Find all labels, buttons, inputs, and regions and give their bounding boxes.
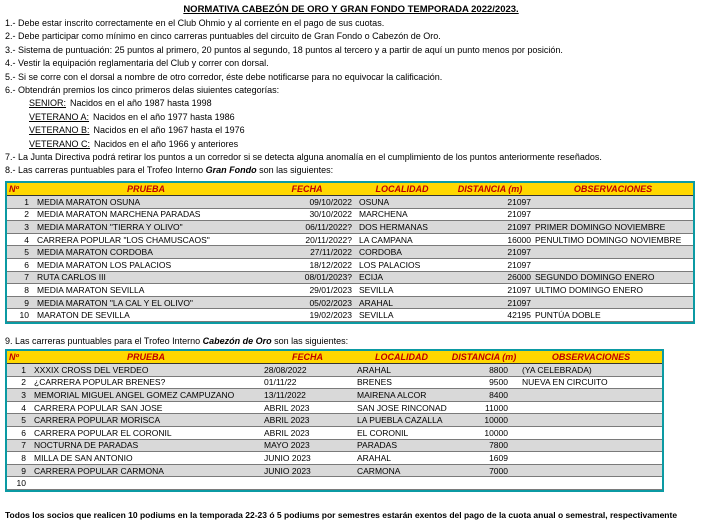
rule-8-prefix: 8.- Las carreras puntuables para el Trofeo Interno xyxy=(5,165,206,176)
cell-prueba: MEDIA MARATON "TIERRA Y OLIVO" xyxy=(35,221,257,234)
category-desc: Nacidos en el año 1967 hasta el 1976 xyxy=(93,125,245,136)
table-row xyxy=(7,414,662,427)
cell-localidad: SAN JOSE RINCONAD xyxy=(357,402,447,413)
table-row xyxy=(7,296,693,309)
cell-fecha: 01/11/22 xyxy=(260,376,355,389)
cell-distancia: 7000 xyxy=(448,464,520,477)
rule-2: 2.- Debe participar como mínimo en cinco carreras puntuables del circuito de Gran Fondo o Cabezón de Oro. xyxy=(5,31,441,42)
cell-prueba: MARATON DE SEVILLA xyxy=(35,309,257,322)
cell-distancia: 42195 xyxy=(447,309,533,322)
cell-localidad: CORDOBA xyxy=(357,246,447,259)
cell-distancia: 21097 xyxy=(447,196,533,209)
cell-localidad: PARADAS xyxy=(355,439,448,452)
cell-num: 9 xyxy=(7,464,32,477)
cell-fecha: 28/08/2022 xyxy=(260,364,355,377)
category-label: VETERANO C: xyxy=(29,138,91,149)
cell-distancia: 1609 xyxy=(448,452,520,465)
header-distancia: DISTANCIA (m) xyxy=(448,351,520,364)
table-row xyxy=(7,439,662,452)
cell-localidad: BRENES xyxy=(355,376,448,389)
cell-fecha xyxy=(260,477,355,490)
table-row xyxy=(7,284,693,297)
cell-prueba: MEDIA MARATON LOS PALACIOS xyxy=(35,258,257,271)
cell-prueba: NOCTURNA DE PARADAS xyxy=(32,439,260,452)
cell-observaciones xyxy=(533,246,693,259)
cell-observaciones: (YA CELEBRADA) xyxy=(520,364,662,377)
category-label: VETERANO B: xyxy=(29,125,90,136)
cell-prueba: CARRERA POPULAR EL CORONIL xyxy=(32,426,260,439)
table-row xyxy=(7,452,662,465)
cell-prueba: XXXIX CROSS DEL VERDEO xyxy=(32,364,260,377)
header-distancia: DISTANCIA (m) xyxy=(447,183,533,196)
cell-localidad: ECIJA xyxy=(357,271,447,284)
rule-9-emph: Cabezón de Oro xyxy=(202,336,272,346)
cell-prueba: CARRERA POPULAR SAN JOSE xyxy=(32,401,260,414)
cell-prueba: MEDIA MARATON SEVILLA xyxy=(35,284,257,297)
header-num: Nº xyxy=(7,351,32,364)
cell-prueba: MEDIA MARATON MARCHENA PARADAS xyxy=(35,208,257,221)
cell-observaciones: PUNTÚA DOBLE xyxy=(533,309,693,322)
cell-observaciones: PRIMER DOMINGO NOVIEMBRE xyxy=(533,221,693,234)
cell-fecha: 29/01/2023 xyxy=(257,284,357,297)
rule-6: 6.- Obtendrán premios los cinco primeros delas siuientes categorías: xyxy=(5,84,280,95)
category-senior xyxy=(5,97,697,110)
cell-observaciones: PENULTIMO DOMINGO NOVIEMBRE xyxy=(533,233,693,246)
cell-localidad: SEVILLA xyxy=(357,284,447,297)
cell-localidad: LOS PALACIOS xyxy=(357,258,447,271)
cell-localidad: LA PUEBLA CAZALLA xyxy=(355,414,448,427)
table-row xyxy=(7,464,662,477)
cell-fecha: 18/12/2022 xyxy=(257,258,357,271)
rule-9-prefix: 9. Las carreras puntuables para el Trofeo Interno xyxy=(5,336,203,346)
cell-observaciones xyxy=(520,452,662,465)
table-row xyxy=(7,196,693,209)
rule-5: 5.- Si se corre con el dorsal a nombre de otro corredor, éste debe notificarse para no equivocar la calificación. xyxy=(5,71,443,82)
table-header-row xyxy=(7,351,662,364)
rule-7: 7.- La Junta Directiva podrá retirar los puntos a un corredor si se detecta alguna anomalía en el cumplimiento de los puntos anteriormente reseñados. xyxy=(5,151,602,162)
cell-distancia: 8800 xyxy=(448,364,520,377)
cell-fecha: 09/10/2022 xyxy=(257,196,357,209)
cell-localidad: OSUNA xyxy=(357,196,447,209)
cell-distancia: 11000 xyxy=(448,401,520,414)
cell-prueba: CARRERA POPULAR MORISCA xyxy=(32,414,260,427)
cell-num: 9 xyxy=(7,296,35,309)
cell-observaciones xyxy=(520,426,662,439)
table-row xyxy=(7,364,662,377)
cell-observaciones: NUEVA EN CIRCUITO xyxy=(520,376,662,389)
table-row xyxy=(7,271,693,284)
category-desc: Nacidos en el año 1977 hasta 1986 xyxy=(93,111,235,122)
cell-num: 10 xyxy=(7,477,32,490)
cell-num: 5 xyxy=(7,246,35,259)
table-row xyxy=(7,401,662,414)
rule-4: 4.- Vestir la equipación reglamentaria del Club y correr con dorsal. xyxy=(5,58,269,69)
table-row xyxy=(7,233,693,246)
category-veterano-a xyxy=(5,111,697,124)
rule-8-suffix: son las siguientes: xyxy=(256,165,334,176)
cell-fecha: ABRIL 2023 xyxy=(260,414,355,427)
cell-num: 10 xyxy=(7,309,35,322)
cell-localidad: DOS HERMANAS xyxy=(357,221,447,234)
cell-fecha: 05/02/2023 xyxy=(257,296,357,309)
table-row xyxy=(7,389,662,402)
category-label: VETERANO A: xyxy=(29,111,90,122)
header-prueba: PRUEBA xyxy=(35,183,257,196)
cell-observaciones xyxy=(533,196,693,209)
cell-prueba: MEDIA MARATON "LA CAL Y EL OLIVO" xyxy=(35,296,257,309)
cell-fecha: 13/11/2022 xyxy=(260,389,355,402)
cell-num: 4 xyxy=(7,233,35,246)
footer-note: Todos los socios que realicen 10 podiums en la temporada 22-23 ó 5 podiums por semestres estarán exentos del pago de la cuota anual o semestral, respectivamente xyxy=(5,510,678,520)
rule-9-suffix: son las siguientes: xyxy=(271,336,349,346)
cell-distancia: 21097 xyxy=(447,284,533,297)
cell-observaciones xyxy=(533,208,693,221)
table-row xyxy=(7,477,662,490)
cell-localidad: SEVILLA xyxy=(357,309,447,322)
cell-num: 7 xyxy=(7,271,35,284)
cell-prueba: MILLA DE SAN ANTONIO xyxy=(32,452,260,465)
cell-distancia: 21097 xyxy=(447,208,533,221)
cell-num: 8 xyxy=(7,284,35,297)
cell-fecha: ABRIL 2023 xyxy=(260,401,355,414)
cell-distancia: 7800 xyxy=(448,439,520,452)
cell-fecha: JUNIO 2023 xyxy=(260,452,355,465)
table-row xyxy=(7,309,693,322)
cell-distancia: 16000 xyxy=(447,233,533,246)
cell-distancia: 21097 xyxy=(447,246,533,259)
cell-num: 4 xyxy=(7,401,32,414)
rule-9 xyxy=(5,336,348,346)
cell-fecha: 30/10/2022 xyxy=(257,208,357,221)
rule-8 xyxy=(5,164,697,177)
cell-distancia: 21097 xyxy=(447,296,533,309)
rules-list xyxy=(5,17,697,178)
cell-prueba: MEMORIAL MIGUEL ANGEL GOMEZ CAMPUZANO xyxy=(32,389,260,402)
cell-prueba: RUTA CARLOS III xyxy=(35,271,257,284)
cell-localidad: ARAHAL xyxy=(355,364,448,377)
table-row xyxy=(7,258,693,271)
cell-distancia: 8400 xyxy=(448,389,520,402)
rule-3: 3.- Sistema de puntuación: 25 puntos al primero, 20 puntos al segundo, 18 puntos al tercero y a partir de aquí un punto menos por posición. xyxy=(5,44,563,55)
cell-distancia: 21097 xyxy=(447,258,533,271)
table-row xyxy=(7,376,662,389)
cell-prueba: MEDIA MARATON CORDOBA xyxy=(35,246,257,259)
cell-distancia: 21097 xyxy=(447,221,533,234)
category-desc: Nacidos en el año 1966 y anteriores xyxy=(94,138,239,149)
cell-localidad xyxy=(355,477,448,490)
cell-distancia: 10000 xyxy=(448,426,520,439)
cell-localidad: ARAHAL xyxy=(355,452,448,465)
table-row xyxy=(7,208,693,221)
cell-fecha: 27/11/2022 xyxy=(257,246,357,259)
cell-distancia: 26000 xyxy=(447,271,533,284)
rule-1: 1.- Debe estar inscrito correctamente en el Club Ohmio y al corriente en el pago de sus cuotas. xyxy=(5,18,385,28)
cell-fecha: JUNIO 2023 xyxy=(260,464,355,477)
category-veterano-c xyxy=(5,138,697,151)
cell-num: 5 xyxy=(7,414,32,427)
header-observaciones: OBSERVACIONES xyxy=(520,351,662,364)
cell-fecha: MAYO 2023 xyxy=(260,439,355,452)
cell-observaciones xyxy=(520,389,662,402)
cell-localidad: LA CAMPANA xyxy=(357,233,447,246)
cell-fecha: ABRIL 2023 xyxy=(260,426,355,439)
cabezon-table xyxy=(5,349,664,492)
cell-fecha: 08/01/2023? xyxy=(257,271,357,284)
table-header-row xyxy=(7,183,693,196)
cell-num: 3 xyxy=(7,221,35,234)
rule-8-emph: Gran Fondo xyxy=(205,165,257,176)
header-observaciones: OBSERVACIONES xyxy=(533,183,693,196)
cell-prueba: ¿CARRERA POPULAR BRENES? xyxy=(32,376,260,389)
cell-num: 2 xyxy=(7,376,32,389)
header-prueba: PRUEBA xyxy=(32,351,260,364)
cell-fecha: 06/11/2022? xyxy=(257,221,357,234)
cell-localidad: ARAHAL xyxy=(357,296,447,309)
table-row xyxy=(7,246,693,259)
cell-num: 3 xyxy=(7,389,32,402)
cell-fecha: 20/11/2022? xyxy=(257,233,357,246)
cell-localidad: CARMONA xyxy=(355,464,448,477)
document-title: NORMATIVA CABEZÓN DE ORO Y GRAN FONDO TEMPORADA 2022/2023. xyxy=(183,4,519,15)
cell-num: 1 xyxy=(7,364,32,377)
cell-localidad: MARCHENA xyxy=(357,208,447,221)
cell-observaciones xyxy=(533,296,693,309)
cell-num: 7 xyxy=(7,439,32,452)
cell-num: 6 xyxy=(7,426,32,439)
cell-observaciones xyxy=(520,464,662,477)
table-row xyxy=(7,221,693,234)
cell-observaciones: ULTIMO DOMINGO ENERO xyxy=(533,284,693,297)
cell-distancia: 9500 xyxy=(448,376,520,389)
cell-distancia xyxy=(448,477,520,490)
header-localidad: LOCALIDAD xyxy=(355,351,448,364)
gran-fondo-table xyxy=(5,181,695,324)
cell-prueba: CARRERA POPULAR "LOS CHAMUSCAOS" xyxy=(35,233,257,246)
cell-observaciones xyxy=(533,258,693,271)
cell-observaciones xyxy=(520,477,662,490)
cell-localidad: EL CORONIL xyxy=(355,426,448,439)
cell-observaciones: SEGUNDO DOMINGO ENERO xyxy=(533,271,693,284)
cell-num: 6 xyxy=(7,258,35,271)
cell-distancia: 10000 xyxy=(448,414,520,427)
cell-prueba xyxy=(32,477,260,490)
category-veterano-b xyxy=(5,124,697,137)
cell-num: 8 xyxy=(7,452,32,465)
category-desc: Nacidos en el año 1987 hasta 1998 xyxy=(70,98,212,109)
header-fecha: FECHA xyxy=(260,351,355,364)
header-localidad: LOCALIDAD xyxy=(357,183,447,196)
cell-prueba: MEDIA MARATON OSUNA xyxy=(35,196,257,209)
cell-observaciones xyxy=(520,401,662,414)
cell-observaciones xyxy=(520,414,662,427)
header-num: Nº xyxy=(7,183,35,196)
cell-localidad: MAIRENA ALCOR xyxy=(355,389,448,402)
header-fecha: FECHA xyxy=(257,183,357,196)
cell-fecha: 19/02/2023 xyxy=(257,309,357,322)
table-row xyxy=(7,426,662,439)
cell-num: 2 xyxy=(7,208,35,221)
cell-observaciones xyxy=(520,439,662,452)
category-label: SENIOR: xyxy=(29,98,67,109)
cell-prueba: CARRERA POPULAR CARMONA xyxy=(32,464,260,477)
cell-num: 1 xyxy=(7,196,35,209)
